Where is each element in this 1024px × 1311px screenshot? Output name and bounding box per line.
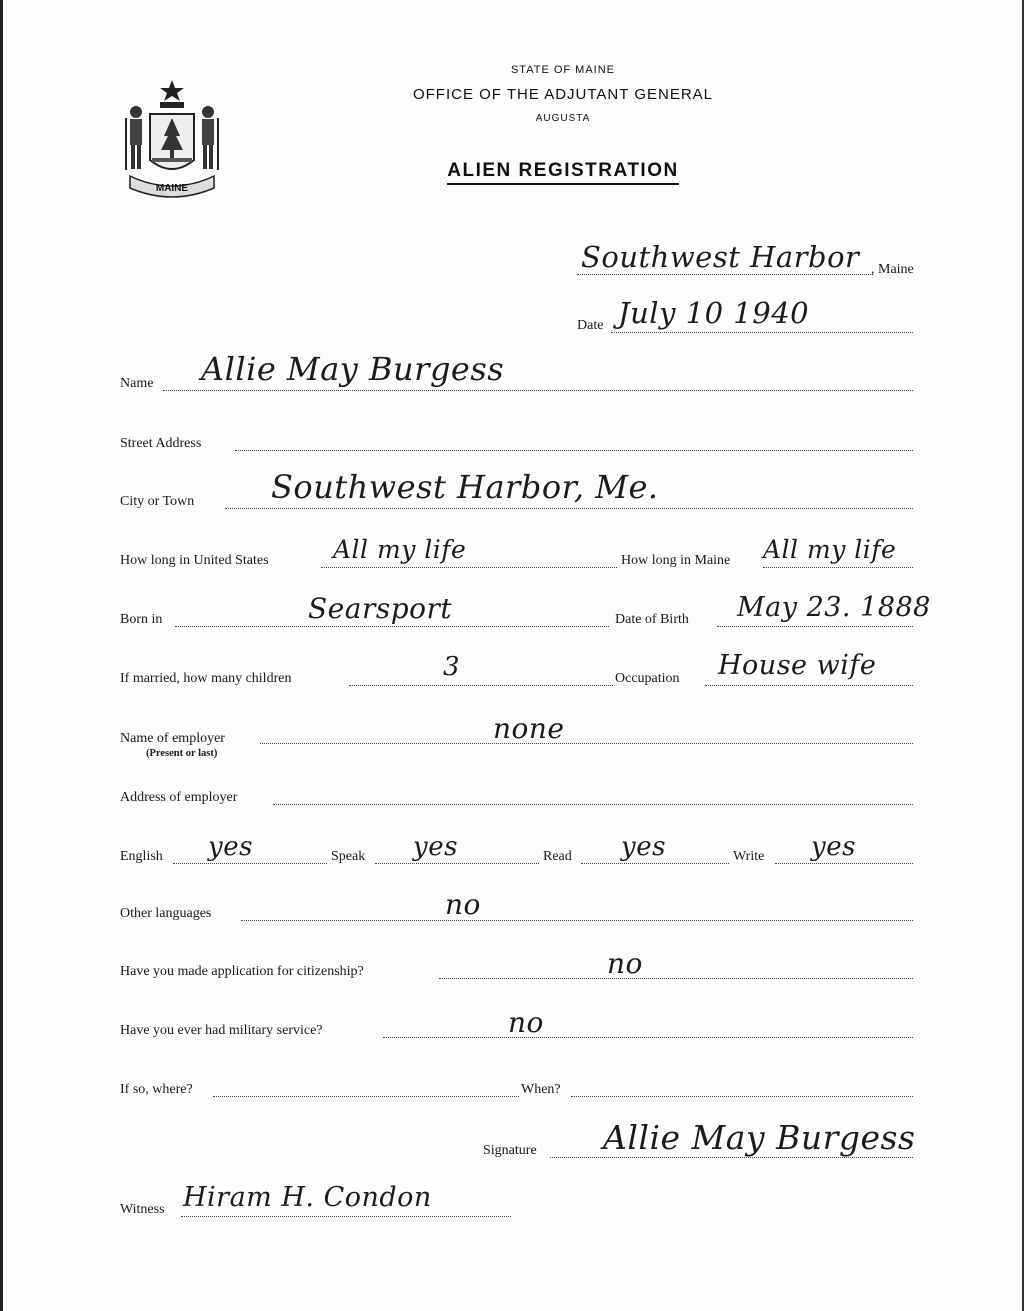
city-or-town-value: Southwest Harbor, Me. — [271, 468, 659, 506]
write-line — [775, 863, 913, 864]
citizenship-value: no — [607, 947, 643, 980]
how-long-maine-label: How long in Maine — [621, 553, 731, 568]
signature-label: Signature — [483, 1143, 537, 1158]
witness-line — [181, 1216, 511, 1217]
employer-name-value: none — [493, 712, 565, 745]
signature-value: Allie May Burgess — [603, 1118, 916, 1157]
date-label: Date — [577, 318, 604, 333]
name-label: Name — [120, 376, 154, 391]
children-label: If married, how many children — [120, 671, 292, 686]
maine-suffix-label: , Maine — [871, 262, 914, 277]
occupation-line — [705, 685, 913, 686]
how-long-us-value: All my life — [333, 535, 467, 564]
date-value: July 10 1940 — [618, 296, 810, 330]
military-line — [383, 1037, 913, 1038]
occupation-label: Occupation — [615, 671, 680, 686]
other-languages-label: Other languages — [120, 906, 212, 921]
read-value: yes — [621, 832, 666, 862]
maine-state-seal-icon — [116, 74, 228, 204]
english-line — [173, 863, 327, 864]
born-in-line — [175, 626, 609, 627]
employer-name-line — [260, 743, 913, 744]
city-heading: AUGUSTA — [535, 113, 591, 124]
form-title — [303, 160, 823, 182]
employer-address-line — [273, 804, 913, 805]
witness-label: Witness — [120, 1202, 165, 1217]
citizenship-line — [439, 978, 913, 979]
where-line — [213, 1096, 519, 1097]
seal-banner-text: MAINE — [155, 183, 189, 194]
city-or-town-label: City or Town — [120, 494, 195, 509]
speak-line — [375, 863, 539, 864]
military-value: no — [508, 1006, 544, 1039]
write-value: yes — [811, 832, 856, 862]
place-line — [577, 274, 873, 275]
employer-name-label: Name of employer — [120, 731, 225, 746]
office-heading: OFFICE OF THE ADJUTANT GENERAL — [412, 86, 714, 103]
employer-address-label: Address of employer — [120, 790, 238, 805]
how-long-us-label: How long in United States — [120, 553, 269, 568]
how-long-maine-line — [763, 567, 913, 568]
form-title-text: ALIEN REGISTRATION — [447, 160, 678, 185]
children-value: 3 — [443, 652, 461, 682]
date-of-birth-value: May 23. 1888 — [737, 592, 931, 623]
occupation-value: House wife — [718, 650, 877, 681]
how-long-maine-value: All my life — [763, 535, 897, 564]
city-or-town-line — [225, 508, 913, 509]
other-languages-value: no — [445, 888, 481, 921]
military-label: Have you ever had military service? — [120, 1023, 323, 1038]
date-of-birth-line — [717, 626, 913, 627]
date-line — [611, 332, 913, 333]
read-label: Read — [543, 849, 572, 864]
english-label: English — [120, 849, 163, 864]
how-long-us-line — [321, 567, 617, 568]
english-value: yes — [208, 832, 253, 862]
witness-value: Hiram H. Condon — [183, 1182, 432, 1213]
street-address-label: Street Address — [120, 436, 202, 451]
place-value: Southwest Harbor — [581, 240, 860, 274]
speak-label: Speak — [331, 849, 366, 864]
other-languages-line — [241, 920, 913, 921]
citizenship-label: Have you made application for citizenship? — [120, 964, 364, 979]
born-in-label: Born in — [120, 612, 163, 627]
street-address-line — [235, 450, 913, 451]
signature-line — [550, 1157, 913, 1158]
read-line — [581, 863, 729, 864]
born-in-value: Searsport — [308, 592, 453, 625]
when-line — [571, 1096, 913, 1097]
write-label: Write — [733, 849, 765, 864]
state-heading: STATE OF MAINE — [510, 64, 616, 76]
employer-note: (Present or last) — [146, 748, 218, 759]
name-value: Allie May Burgess — [201, 350, 505, 388]
children-line — [349, 685, 613, 686]
date-of-birth-label: Date of Birth — [615, 612, 689, 627]
speak-value: yes — [413, 832, 458, 862]
name-line — [163, 390, 913, 391]
if-so-where-label: If so, where? — [120, 1082, 193, 1097]
when-label: When? — [521, 1082, 561, 1097]
